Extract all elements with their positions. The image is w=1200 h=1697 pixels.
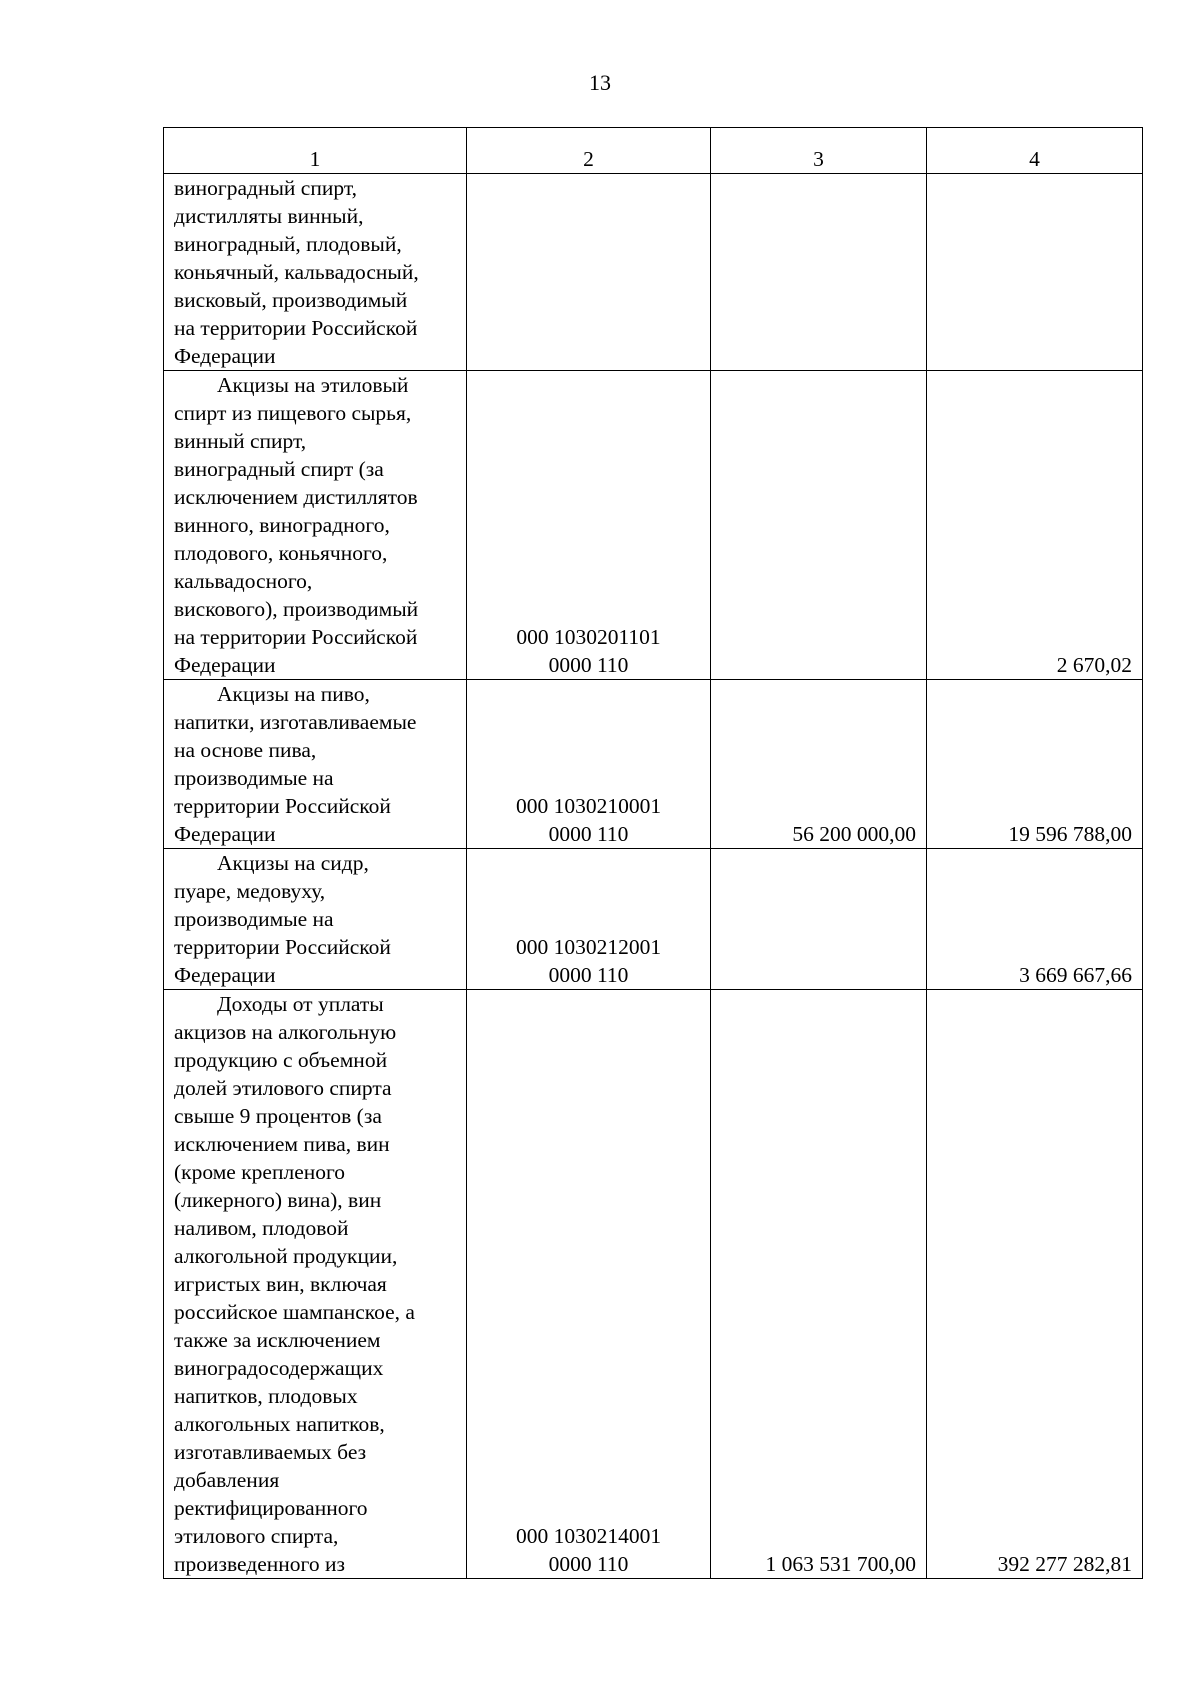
row-code: 000 1030212001 0000 110 xyxy=(467,849,711,990)
row-code xyxy=(467,174,711,371)
page-number: 13 xyxy=(589,70,611,95)
column-header-1: 1 xyxy=(164,128,467,174)
table-row xyxy=(164,680,1143,849)
row-description: Акцизы на пиво, напитки, изготавливаемые на основе пива, производимые на территории Российской Федерации xyxy=(164,680,467,849)
column-header-3: 3 xyxy=(711,128,927,174)
row-actual-value xyxy=(927,174,1143,371)
row-description: Акцизы на этиловый спирт из пищевого сырья, винный спирт, виноградный спирт (за исключением дистиллятов винного, виноградного, плодового, коньячного, кальвадосного, вискового), производимый на территории Российской Федерации xyxy=(164,371,467,680)
table-row xyxy=(164,371,1143,680)
row-description: Доходы от уплаты акцизов на алкогольную продукцию с объемной долей этилового спирта свыше 9 процентов (за исключением пива, вин (кроме крепленого (ликерного) вина), вин наливом, плодовой алкогольной продукции, игристых вин, включая российское шампанское, а также за исключением виноградосодержащих напитков, плодовых алкогольных напитков, изготавливаемых без добавления ректифицированного этилового спирта, произведенного из xyxy=(164,990,467,1579)
row-plan-value: 1 063 531 700,00 xyxy=(711,990,927,1579)
row-code: 000 1030201101 0000 110 xyxy=(467,371,711,680)
revenue-table xyxy=(163,127,1143,1579)
row-actual-value: 2 670,02 xyxy=(927,371,1143,680)
row-actual-value: 392 277 282,81 xyxy=(927,990,1143,1579)
row-description: виноградный спирт, дистилляты винный, виноградный, плодовый, коньячный, кальвадосный, висковый, производимый на территории Российской Федерации xyxy=(164,174,467,371)
row-code: 000 1030210001 0000 110 xyxy=(467,680,711,849)
table-row xyxy=(164,849,1143,990)
table-row xyxy=(164,174,1143,371)
row-plan-value xyxy=(711,371,927,680)
row-plan-value: 56 200 000,00 xyxy=(711,680,927,849)
row-actual-value: 19 596 788,00 xyxy=(927,680,1143,849)
column-header-2: 2 xyxy=(467,128,711,174)
table-row xyxy=(164,990,1143,1579)
row-code: 000 1030214001 0000 110 xyxy=(467,990,711,1579)
table-header-row xyxy=(164,128,1143,174)
row-plan-value xyxy=(711,174,927,371)
row-description: Акцизы на сидр, пуаре, медовуху, производимые на территории Российской Федерации xyxy=(164,849,467,990)
row-plan-value xyxy=(711,849,927,990)
row-actual-value: 3 669 667,66 xyxy=(927,849,1143,990)
column-header-4: 4 xyxy=(927,128,1143,174)
